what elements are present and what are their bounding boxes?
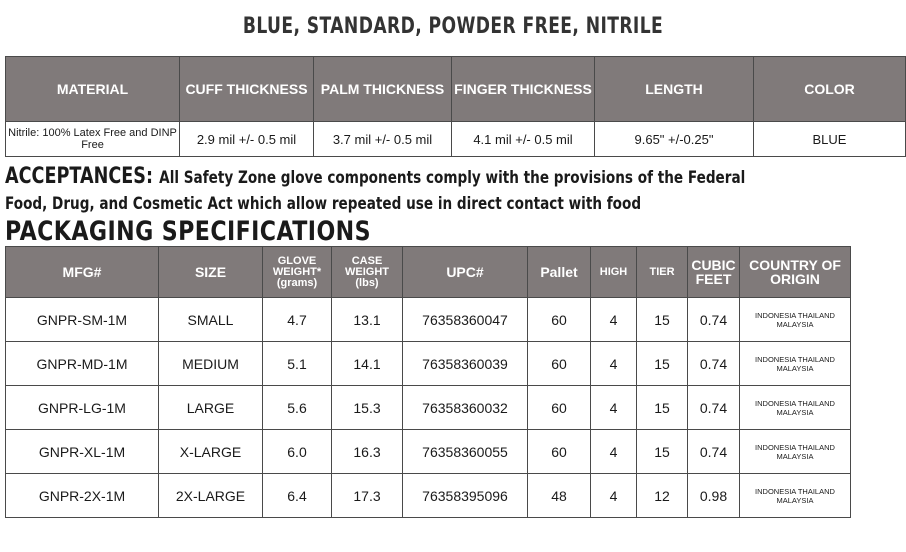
header-finger-thickness: FINGER THICKNESS xyxy=(452,57,595,122)
acceptances-text-1: All Safety Zone glove components comply with the provisions of the Federal xyxy=(159,168,746,188)
case-weight-cell: 17.3 xyxy=(332,474,403,518)
acceptances-text-2: Food, Drug, and Cosmetic Act which allow repeated use in direct contact with food xyxy=(5,194,642,214)
table-row xyxy=(6,474,851,518)
high-cell: 4 xyxy=(591,386,637,430)
upc-cell: 76358360047 xyxy=(403,298,528,342)
country-of-origin-cell: INDONESIA THAILAND MALAYSIA xyxy=(740,342,851,386)
acceptances-line-1 xyxy=(5,164,746,189)
header-material: MATERIAL xyxy=(6,57,180,122)
case-weight-cell: 14.1 xyxy=(332,342,403,386)
length-value: 9.65" +/-0.25" xyxy=(595,122,754,157)
high-cell: 4 xyxy=(591,474,637,518)
country-of-origin-cell: INDONESIA THAILAND MALAYSIA xyxy=(740,386,851,430)
header-size: SIZE xyxy=(159,247,263,298)
size-cell: SMALL xyxy=(159,298,263,342)
glove-weight-cell: 6.0 xyxy=(263,430,332,474)
material-value: Nitrile: 100% Latex Free and DINP Free xyxy=(6,122,180,157)
mfg-cell: GNPR-XL-1M xyxy=(6,430,159,474)
acceptances-label: ACCEPTANCES: xyxy=(5,164,154,189)
cubic-feet-cell: 0.98 xyxy=(688,474,740,518)
country-of-origin-cell: INDONESIA THAILAND MALAYSIA xyxy=(740,430,851,474)
palm-thickness-value: 3.7 mil +/- 0.5 mil xyxy=(314,122,452,157)
header-glove-weight: GLOVE WEIGHT* (grams) xyxy=(263,247,332,298)
cubic-feet-cell: 0.74 xyxy=(688,430,740,474)
header-color: COLOR xyxy=(754,57,906,122)
size-cell: LARGE xyxy=(159,386,263,430)
header-country-of-origin: COUNTRY OF ORIGIN xyxy=(740,247,851,298)
packaging-heading: PACKAGING SPECIFICATIONS xyxy=(5,216,371,247)
mfg-cell: GNPR-LG-1M xyxy=(6,386,159,430)
case-weight-cell: 13.1 xyxy=(332,298,403,342)
case-weight-cell: 15.3 xyxy=(332,386,403,430)
mfg-cell: GNPR-2X-1M xyxy=(6,474,159,518)
case-weight-cell: 16.3 xyxy=(332,430,403,474)
packaging-header-row xyxy=(6,247,851,298)
country-of-origin-cell: INDONESIA THAILAND MALAYSIA xyxy=(740,298,851,342)
cubic-feet-cell: 0.74 xyxy=(688,298,740,342)
material-spec-table xyxy=(5,56,906,157)
tier-cell: 15 xyxy=(637,386,688,430)
upc-cell: 76358360055 xyxy=(403,430,528,474)
header-mfg: MFG# xyxy=(6,247,159,298)
header-upc: UPC# xyxy=(403,247,528,298)
header-length: LENGTH xyxy=(595,57,754,122)
finger-thickness-value: 4.1 mil +/- 0.5 mil xyxy=(452,122,595,157)
header-cuff-thickness: CUFF THICKNESS xyxy=(180,57,314,122)
glove-weight-cell: 4.7 xyxy=(263,298,332,342)
header-cubic-feet: CUBIC FEET xyxy=(688,247,740,298)
page-title: BLUE, STANDARD, POWDER FREE, NITRILE xyxy=(242,14,664,39)
size-cell: 2X-LARGE xyxy=(159,474,263,518)
pallet-cell: 48 xyxy=(528,474,591,518)
high-cell: 4 xyxy=(591,298,637,342)
color-value: BLUE xyxy=(754,122,906,157)
size-cell: X-LARGE xyxy=(159,430,263,474)
table-row xyxy=(6,298,851,342)
tier-cell: 15 xyxy=(637,430,688,474)
header-tier: TIER xyxy=(637,247,688,298)
spec-header-row xyxy=(6,57,906,122)
glove-weight-cell: 5.1 xyxy=(263,342,332,386)
tier-cell: 15 xyxy=(637,298,688,342)
table-row xyxy=(6,342,851,386)
cubic-feet-cell: 0.74 xyxy=(688,386,740,430)
mfg-cell: GNPR-MD-1M xyxy=(6,342,159,386)
size-cell: MEDIUM xyxy=(159,342,263,386)
upc-cell: 76358360039 xyxy=(403,342,528,386)
glove-weight-cell: 5.6 xyxy=(263,386,332,430)
tier-cell: 12 xyxy=(637,474,688,518)
pallet-cell: 60 xyxy=(528,386,591,430)
country-of-origin-cell: INDONESIA THAILAND MALAYSIA xyxy=(740,474,851,518)
header-palm-thickness: PALM THICKNESS xyxy=(314,57,452,122)
header-case-weight: CASE WEIGHT (lbs) xyxy=(332,247,403,298)
packaging-table xyxy=(5,246,851,518)
header-high: HIGH xyxy=(591,247,637,298)
upc-cell: 76358360032 xyxy=(403,386,528,430)
high-cell: 4 xyxy=(591,342,637,386)
glove-weight-cell: 6.4 xyxy=(263,474,332,518)
upc-cell: 76358395096 xyxy=(403,474,528,518)
tier-cell: 15 xyxy=(637,342,688,386)
header-pallet: Pallet xyxy=(528,247,591,298)
spec-data-row xyxy=(6,122,906,157)
mfg-cell: GNPR-SM-1M xyxy=(6,298,159,342)
table-row xyxy=(6,386,851,430)
cuff-thickness-value: 2.9 mil +/- 0.5 mil xyxy=(180,122,314,157)
pallet-cell: 60 xyxy=(528,430,591,474)
pallet-cell: 60 xyxy=(528,342,591,386)
pallet-cell: 60 xyxy=(528,298,591,342)
cubic-feet-cell: 0.74 xyxy=(688,342,740,386)
table-row xyxy=(6,430,851,474)
high-cell: 4 xyxy=(591,430,637,474)
